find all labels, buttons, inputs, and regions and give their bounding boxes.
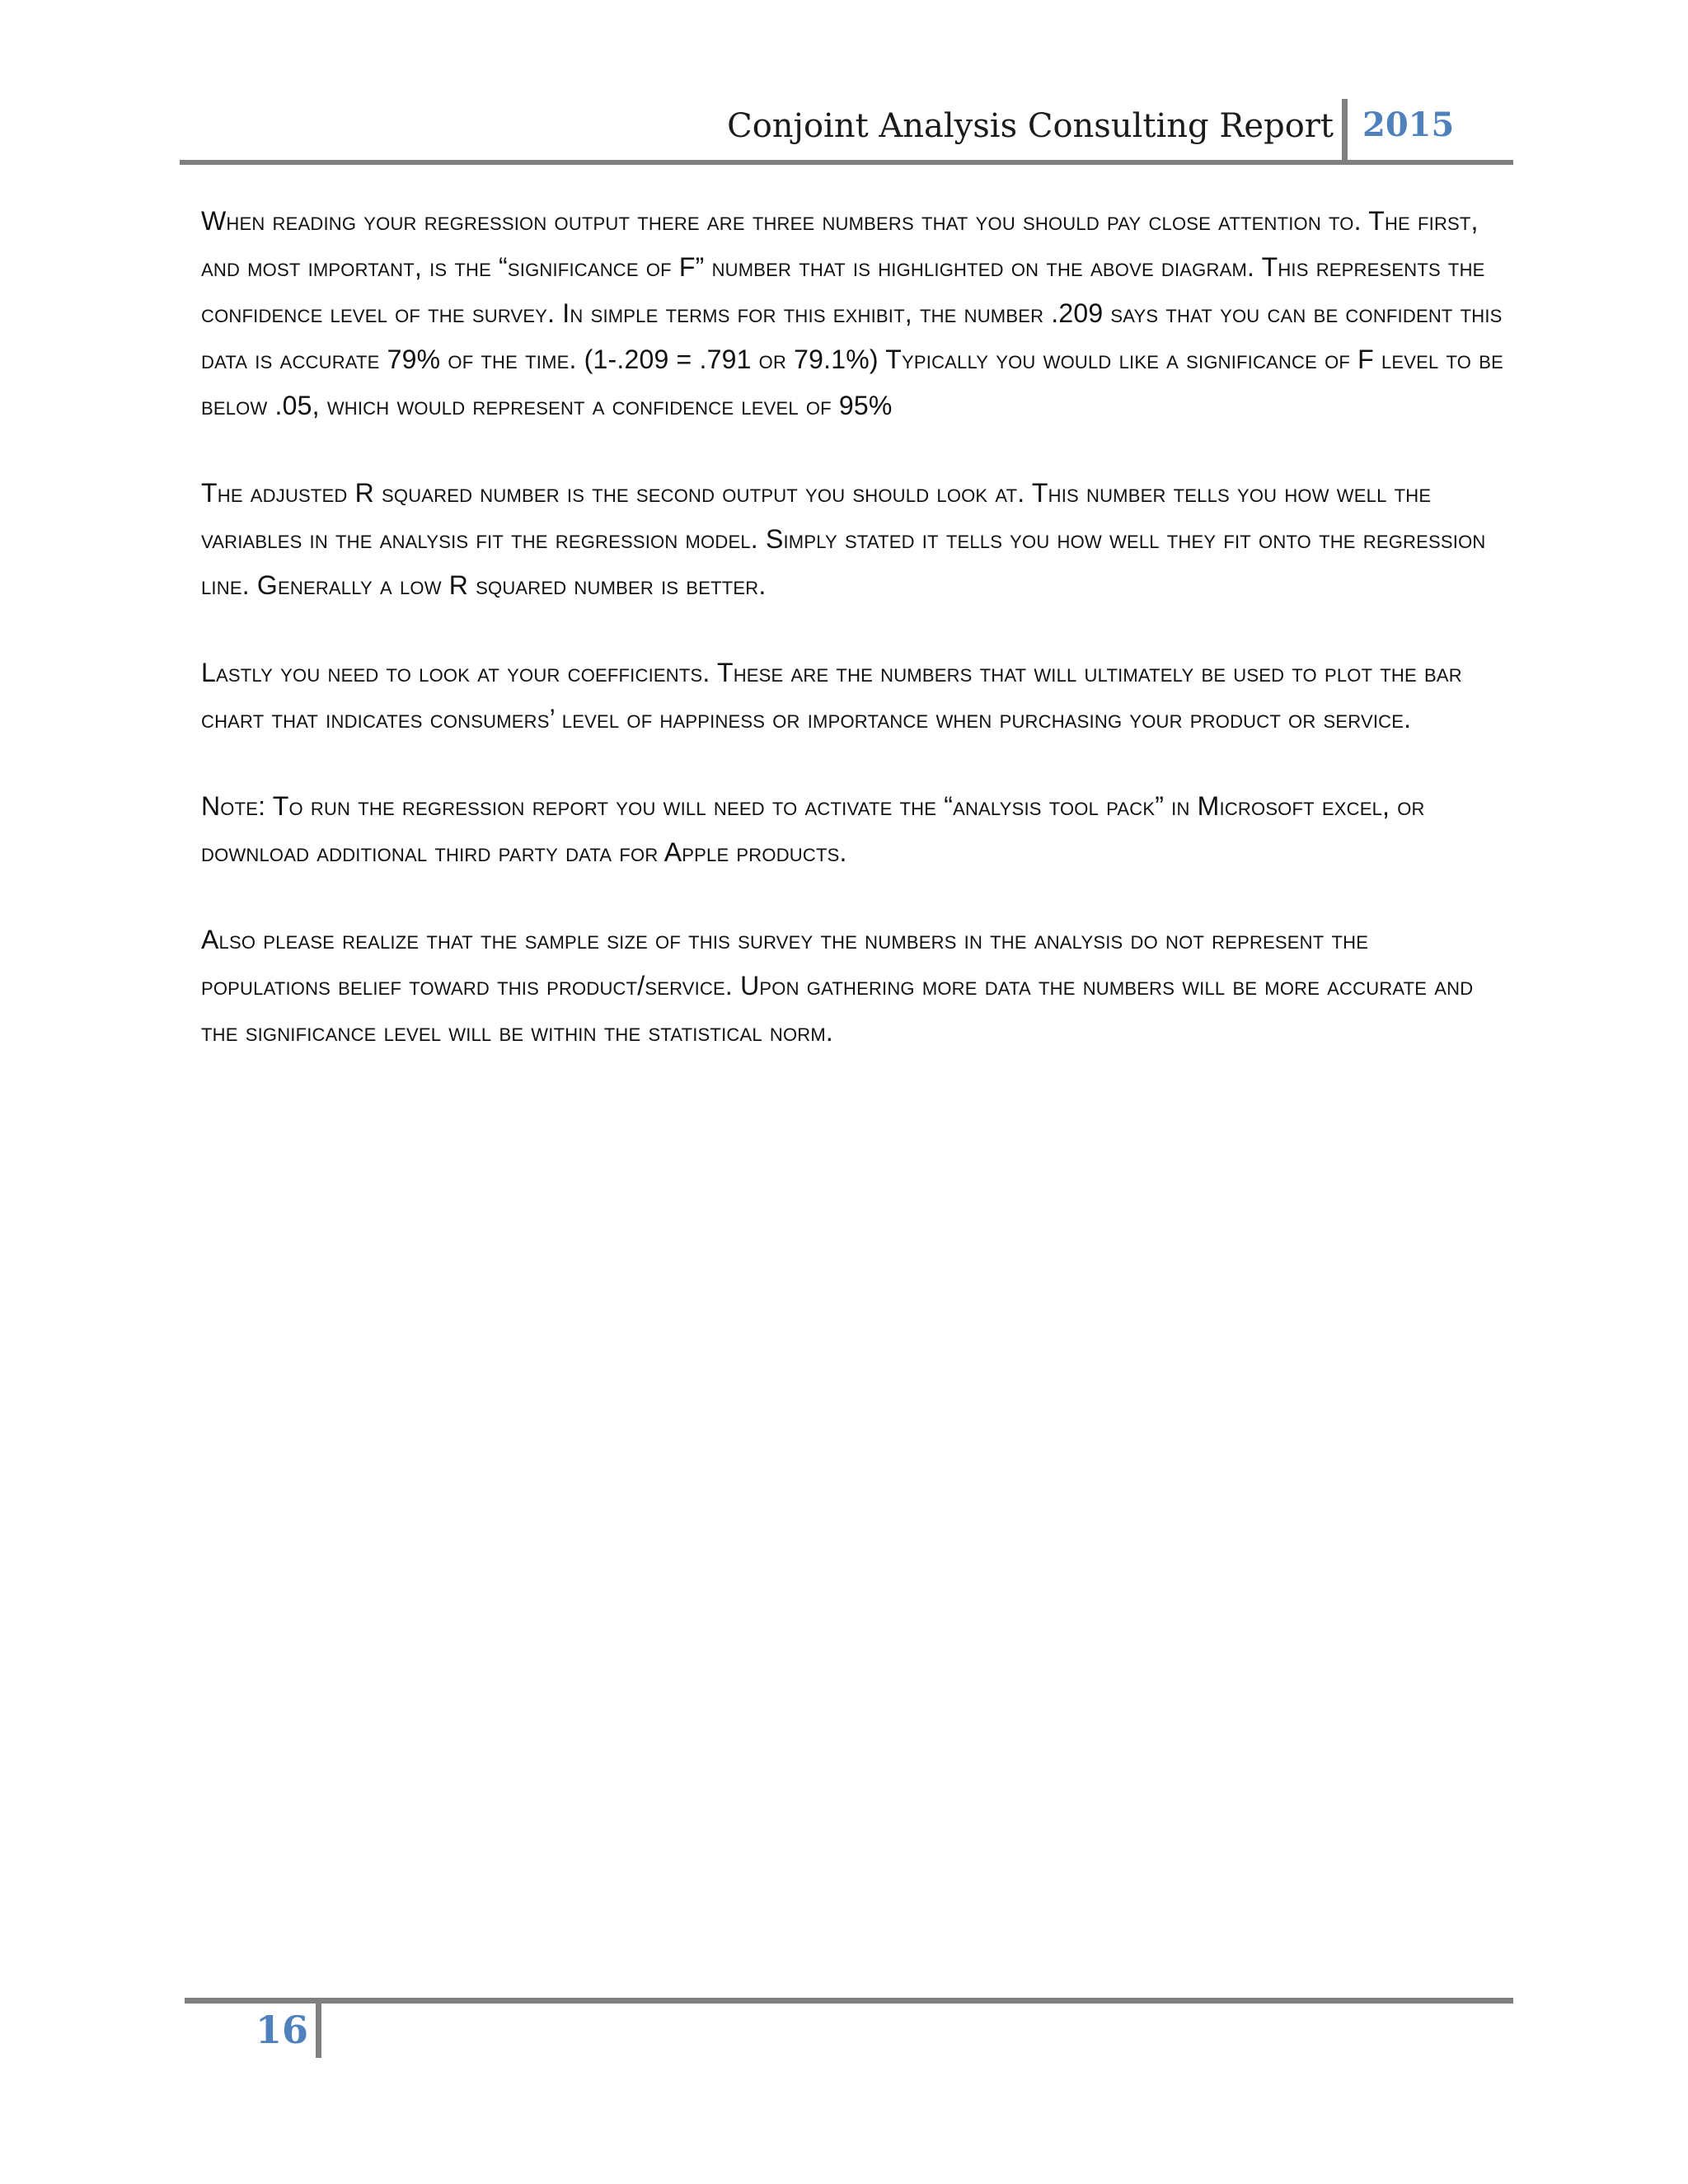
footer-divider (316, 2004, 321, 2058)
paragraph-sample-size: Also please realize that the sample size of this survey the numbers in the analysis do not represent the populations belief toward this product/service. Upon gathering more data the numbers will be more accurate and the significance level will be within the statistical norm. (201, 925, 1474, 1047)
header-divider (1342, 99, 1348, 163)
paragraph-note-analysis-toolpack: Note: To run the regression report you will need to activate the “analysis tool pack” in Microsoft excel, or download additional third party data for Apple products. (201, 791, 1425, 867)
page-body (201, 198, 1503, 1096)
footer-rule (185, 1998, 1513, 2004)
header-rule (180, 160, 1513, 165)
page-number: 16 (256, 2008, 309, 2052)
page-header (180, 99, 1513, 163)
paragraph-adjusted-r-squared: The adjusted R squared number is the second output you should look at. This number tells you how well the variables in the analysis fit the regression model. Simply stated it tells you how well they fit onto the regression line. Generally a low R squared number is better. (201, 478, 1486, 600)
report-year: 2015 (1362, 105, 1455, 144)
paragraph-coefficients: Lastly you need to look at your coefficients. These are the numbers that will ultimately be used to plot the bar chart that indicates consumers’ level of happiness or importance when purchasing your product or service. (201, 658, 1462, 733)
report-title: Conjoint Analysis Consulting Report (727, 107, 1334, 145)
paragraph-significance-of-f: When reading your regression output there are three numbers that you should pay close attention to. The first, and most important, is the “significance of F” number that is highlighted on the above diagram. This represents the confidence level of the survey. In simple terms for this exhibit, the number .209 says that you can be confident this data is accurate 79% of the time. (1-.209 = .791 or 79.1%) Typically you would like a significance of F level to be below .05, which would represent a confidence level of 95% (201, 206, 1503, 420)
